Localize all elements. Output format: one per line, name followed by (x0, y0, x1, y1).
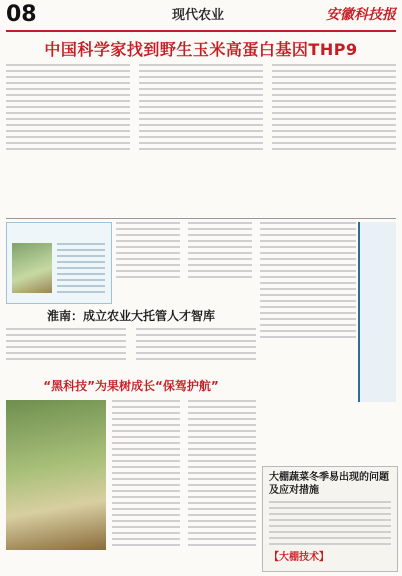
feature-photo (12, 243, 52, 293)
paper-logo: 安徽科技报 (326, 7, 396, 23)
masthead (0, 0, 402, 38)
right-feature-box (262, 466, 398, 572)
sidebar-article-text (260, 222, 356, 342)
right-box-text (269, 501, 391, 549)
bottom-article-body (112, 400, 256, 564)
lead-headline: 中国科学家找到野生玉米高蛋白基因THP9 (44, 40, 358, 59)
right-box-title: 大棚蔬菜冬季易出现的问题及应对措施 (269, 472, 389, 496)
lead-column-2 (139, 64, 263, 214)
page-number: 08 (6, 2, 37, 27)
feature-text (57, 243, 105, 295)
masthead-rule (6, 30, 396, 32)
bottom-caption (6, 552, 106, 562)
bottom-photo (6, 400, 106, 550)
section-title: 现代农业 (172, 8, 225, 23)
lead-article-body (6, 64, 396, 214)
middle-article-body (116, 222, 252, 302)
right-sidebar (260, 222, 396, 462)
feature-box (6, 222, 112, 304)
right-box-tag: 【大棚技术】 (269, 552, 329, 563)
lead-column-3 (272, 64, 396, 214)
vertical-headline-box (358, 222, 396, 402)
bottom-headline: “黑科技”为果树成长“保驾护航” (43, 379, 219, 393)
story2-headline: 淮南：成立农业大托管人才智库 (46, 309, 215, 323)
bottom-column-1 (112, 400, 180, 550)
story2-body (6, 328, 256, 368)
lead-column-1 (6, 64, 130, 214)
section-divider (6, 218, 396, 219)
bottom-column-2 (188, 400, 256, 550)
